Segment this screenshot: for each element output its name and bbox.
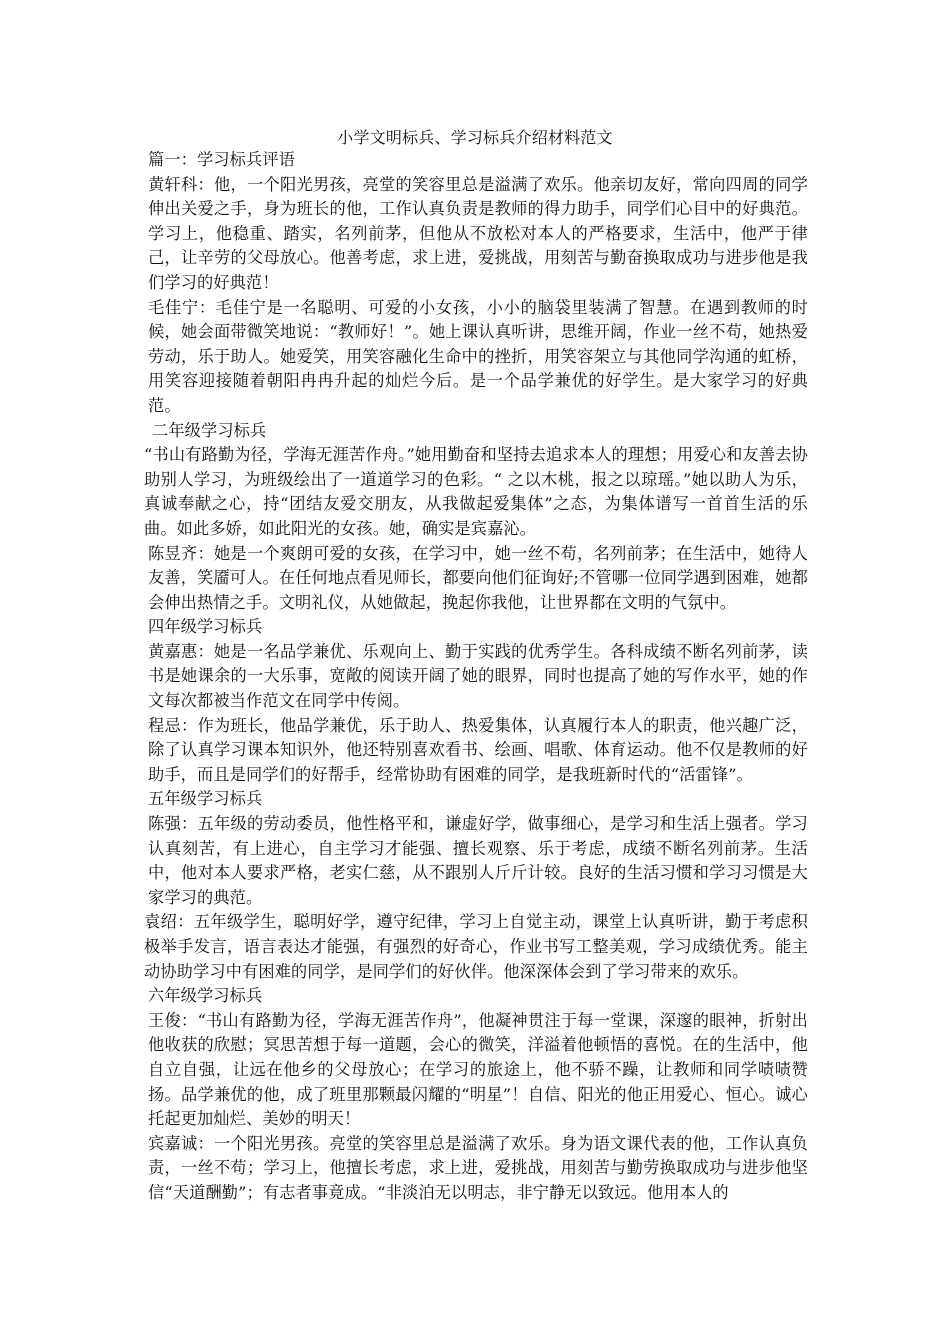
section-heading: 二年级学习标兵 xyxy=(152,420,267,440)
section-heading: 篇一：学习标兵评语 xyxy=(148,150,296,169)
paragraph: 黄轩科：他，一个阳光男孩，亮堂的笑容里总是溢满了欢乐。他亲切友好，常向四周的同学伸出关爱之手，身为班长的他，工作认真负责是教师的得力助手，同学们心目中的好典范。学习上，他稳重、踏实，名列前茅，但他从不放松对本人的严格要求，生活中，他严于律己，让辛劳的父母放心。他善考虑，求上进，爱挑战，用刻苦与勤奋换取成功与进步他是我们学习的好典范！ xyxy=(148,174,808,292)
paragraph: 王俊：“书山有路勤为径，学海无涯苦作舟”，他凝神贯注于每一堂课，深邃的眼神，折射出他收获的欣慰；冥思苦想于每一道题，会心的微笑，洋溢着他顿悟的喜悦。在的生活中，他自立自强，让远在他乡的父母放心；在学习的旅途上，他不骄不躁，让教师和同学啧啧赞扬。品学兼优的他，成了班里那颗最闪耀的“明星”！自信、阳光的他正用爱心、恒心。诚心托起更加灿烂、美妙的明天！ xyxy=(148,1010,808,1129)
paragraph: 宾嘉诚：一个阳光男孩。亮堂的笑容里总是溢满了欢乐。身为语文课代表的他，工作认真负责，一丝不苟；学习上，他擅长考虑，求上进，爱挑战，用刻苦与勤劳换取成功与进步他坚信“天道酬勤”；有志者事竟成。“非淡泊无以明志，非宁静无以致远。他用本人的 xyxy=(148,1133,808,1202)
paragraph: 黄嘉惠：她是一名品学兼优、乐观向上、勤于实践的优秀学生。各科成绩不断名列前茅，读书是她课余的一大乐事，宽敞的阅读开阔了她的眼界，同时也提高了她的写作水平，她的作文每次都被当作范文在同学中传阅。 xyxy=(148,641,808,711)
paragraph: “书山有路勤为径，学海无涯苦作舟。”她用勤奋和坚持去追求本人的理想；用爱心和友善去协助别人学习，为班级绘出了一道道学习的色彩。“ 之以木桃，报之以琼瑶。”她以助人为乐，真诚奉献之心，持“团结友爱交朋友，从我做起爱集体”之态，为集体谱写一首首生活的乐曲。如此多娇，如此阳光的女孩。她，确实是宾嘉沁。 xyxy=(144,445,808,538)
document-body xyxy=(144,148,808,1206)
paragraph: 毛佳宁：毛佳宁是一名聪明、可爱的小女孩，小小的脑袋里装满了智慧。在遇到教师的时候，她会面带微笑地说：“教师好！”。她上课认真听讲，思维开阔，作业一丝不苟，她热爱劳动，乐于助人。她爱笑，用笑容融化生命中的挫折，用笑容架立与其他同学沟通的虹桥，用笑容迎接随着朝阳冉冉升起的灿烂今后。是一个品学兼优的好学生。是大家学习的好典范。 xyxy=(148,297,808,415)
paragraph: 陈强：五年级的劳动委员，他性格平和，谦虚好学，做事细心，是学习和生活上强者。学习认真刻苦，有上进心，自主学习才能强、擅长观察、乐于考虑，成绩不断名列前茅。生活中，他对本人要求严格，老实仁慈，从不跟别人斤斤计较。良好的生活习惯和学习习惯是大家学习的典范。 xyxy=(148,814,808,907)
section-heading: 六年级学习标兵 xyxy=(148,986,263,1006)
paragraph: 袁绍：五年级学生，聪明好学，遵守纪律，学习上自觉主动，课堂上认真听讲，勤于考虑积极举手发言，语言表达才能强，有强烈的好奇心，作业书写工整美观，学习成绩优秀。能主动协助学习中有困难的同学，是同学们的好伙伴。他深深体会到了学习带来的欢乐。 xyxy=(144,912,808,981)
document-title: 小学文明标兵、学习标兵介绍材料范文 xyxy=(337,128,613,147)
paragraph: 程忌：作为班长，他品学兼优，乐于助人、热爱集体，认真履行本人的职责，他兴趣广泛，除了认真学习课本知识外，他还特别喜欢看书、绘画、唱歌、体育运动。他不仅是教师的好助手，而且是同学们的好帮手，经常协助有困难的同学，是我班新时代的“活雷锋”。 xyxy=(148,715,808,784)
paragraph: 陈昱齐：她是一个爽朗可爱的女孩，在学习中，她一丝不苟，名列前茅；在生活中，她待人友善，笑靥可人。在任何地点看见师长，都要向他们征询好;不管哪一位同学遇到困难，她都会伸出热情之手。文明礼仪，从她做起，挽起你我他，让世界都在文明的气氛中。 xyxy=(148,543,808,612)
section-heading: 四年级学习标兵 xyxy=(148,617,263,637)
section-heading: 五年级学习标兵 xyxy=(148,789,263,809)
